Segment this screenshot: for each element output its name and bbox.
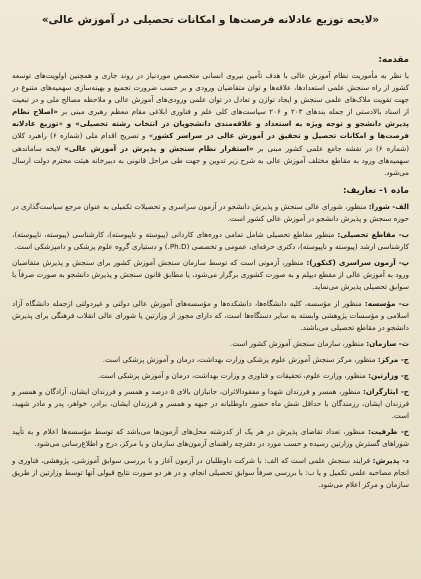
- definition-text: منظور، سازمان سنجش آموزش کشور است.: [229, 338, 367, 348]
- definition-item: [12, 338, 409, 350]
- definition-term: پ- آزمون سراسری (کنکور):: [306, 258, 409, 268]
- definition-text: منظور، همسر و فرزندان شهدا و مفقودالاثران، جانبازان بالای ۵ درصد و همسر و فرزندان ایشان، آزادگان و همسر و فرزندان ایشان، رزمندگان با حداقل شش ماه حضور داوطلبانه در جبهه و همسر و فرزندان ایشان، برادر، خواهر، پدر و مادر شهید، است.: [12, 387, 409, 421]
- article-1-heading: ماده ۱- تعاریف:: [343, 185, 409, 196]
- definition-item: [12, 455, 409, 491]
- intro-bold-2: توزیع عادلانه فرصت‌ها و امکانات تحصیل و تحقیق در آموزش عالی در سراسر کشور: [12, 119, 409, 141]
- intro-heading: مقدمه:: [378, 55, 409, 65]
- definition-term: ح- ایثارگران:: [362, 387, 409, 397]
- definition-text: منظور، مرکز سنجش آموزش علوم پزشکی وزارت بهداشت، درمان و آموزش پزشکی است.: [102, 354, 378, 364]
- definition-item: [12, 386, 409, 422]
- definition-item: [12, 354, 409, 366]
- definition-text: منظور، آزمونی است که توسط سازمان سنجش آموزش کشور برای سنجش و پذیرش متقاضیان ورود به آموزش عالی از مقطع دیپلم و به صورت کشوری برگزار می‌شود، یا مطابق قانون سنجش و پذیرش دانشجو به صورت صرفاً با سوابق تحصیلی پذیرش می‌نماید.: [12, 258, 409, 292]
- definition-term: ت- مؤسسه:: [364, 298, 409, 308]
- definition-text: منظور، شورای عالی سنجش و پذیرش دانشجو در آزمون سراسری و تحصیلات تکمیلی به عنوان مرجع سیاست‌گذاری در حوزه سنجش و پذیرش دانشجو در آموزش عالی کشور است.: [12, 201, 409, 223]
- document-title: «لایحه توزیع عادلانه فرصت‌ها و امکانات تحصیلی در آموزش عالی»: [41, 14, 380, 26]
- definition-term: د- پذیرش:: [372, 455, 409, 465]
- intro-bold-1: «اصلاح نظام پذیرش دانشجو و توجه ویژه به استعداد و علاقه‌مندی دانشجویان در انتخاب رشته تحصیلی» و: [12, 107, 409, 129]
- intro-bold-3: «استقرار نظام سنجش و پذیرش در آموزش عالی»: [64, 143, 254, 153]
- definition-item: [12, 229, 409, 253]
- definition-item: [12, 257, 409, 293]
- definition-term: ث- سازمان:: [366, 338, 409, 348]
- intro-text-4: لایحه ساماندهی سهمیه‌های ورود به مقاطع مختلف آموزش عالی به شرح زیر تدوین و جهت طی مراحل قانونی به دبیرخانه هیئت محترم دولت ارسال می‌شود.: [12, 143, 409, 177]
- definition-text: منظور مقاطع تحصیلی شامل تمامی دوره‌های کاردانی (پیوسته و ناپیوسته)، کارشناسی (پیوسته، ناپیوسته)، کارشناسی ارشد (پیوسته و ناپیوسته)، دکتری حرفه‌ای، عمومی و تخصصی (Ph.D.) و دستیاری گروه علوم پزشکی و دامپزشکی است.: [12, 230, 409, 252]
- definition-text: منظور، تعداد تقاضای پذیرش در هر یک از کدرشته محل‌های آزمون‌ها می‌باشد که توسط مؤسسه‌ها اعلام و به تأیید شوراهای گسترش وزارتین رسیده و حسب مورد در دفترچه راهنمای آزمون‌های سازمان و یا مرکز، درج و اطلاع‌رسانی می‌شود.: [12, 427, 409, 449]
- definition-term: خ- ظرفیت:: [368, 427, 409, 437]
- definition-term: چ- وزارتین:: [368, 370, 409, 380]
- intro-text-3: » و تصریح اقدام ملی (شماره ۶) راهبرد کلان (شماره ۶) در نقشه جامع علمی کشور مبنی بر: [12, 131, 409, 153]
- definition-term: ج- مرکز:: [377, 354, 409, 364]
- definition-term: الف- شورا:: [368, 201, 409, 211]
- intro-text-2: «: [58, 119, 67, 129]
- definition-item: [12, 426, 409, 450]
- definition-item: [12, 370, 409, 382]
- definitions-list: [12, 201, 409, 491]
- intro-text-1: با نظر به مأموریت نظام آموزش عالی با هدف تأمین نیروی انسانی متخصص موردنیاز در روند جاری و همچنین اولویت‌های توسعه کشور از راه سنجش علمی استعدادها، علاقه‌ها و توان متقاضیان ورودی و بر حسب ضرورت تجمیع و بهینه‌سازی سهمیه‌های متنوع در جهت تقویت ملاک‌های علمی سنجش و ایجاد توازن و تعادل در توان علمی ورودی‌های آموزش عالی و ملاحظه مصالح ملی و در تبعیت از اسناد بالادستی از جمله بندهای ۲۰۳ و ۲۰۶ سیاست‌های کلی علم و فناوری ابلاغی مقام معظم رهبری مبنی بر: [12, 71, 410, 117]
- definition-text: فرایند سنجش علمی است که الف: با شرکت داوطلبان در آزمون آغاز و با بررسی سوابق آموزشی، پژوهشی، فناوری و انجام مصاحبه علمی تکمیل و یا ب: با بررسی صرفاً سوابق تحصیلی انجام، و در هر دو صورت نتایج قبولی آنها توسط وزارتین از طریق سازمان و مرکز اعلام می‌شود.: [12, 455, 409, 489]
- definition-item: [12, 298, 409, 334]
- definition-term: ب- مقاطع تحصیلی:: [337, 230, 410, 240]
- definition-text: منظور از مؤسسه، کلیه دانشگاه‌ها، دانشکده‌ها و مؤسسه‌های آموزش عالی دولتی و غیردولتی ازجمله دانشگاه آزاد اسلامی و مؤسسات پژوهشی وابسته به سایر دستگاه‌ها است، که دارای مجوز از وزارتین یا شورای عالی انقلاب فرهنگی برای پذیرش دانشجو در مقاطع تحصیلی می‌باشند.: [12, 298, 409, 332]
- definition-item: [12, 201, 409, 225]
- intro-paragraph: [12, 70, 409, 179]
- definition-text: منظور، وزارت علوم، تحقیقات و فناوری و وزارت بهداشت، درمان و آموزش پزشکی است.: [97, 370, 369, 380]
